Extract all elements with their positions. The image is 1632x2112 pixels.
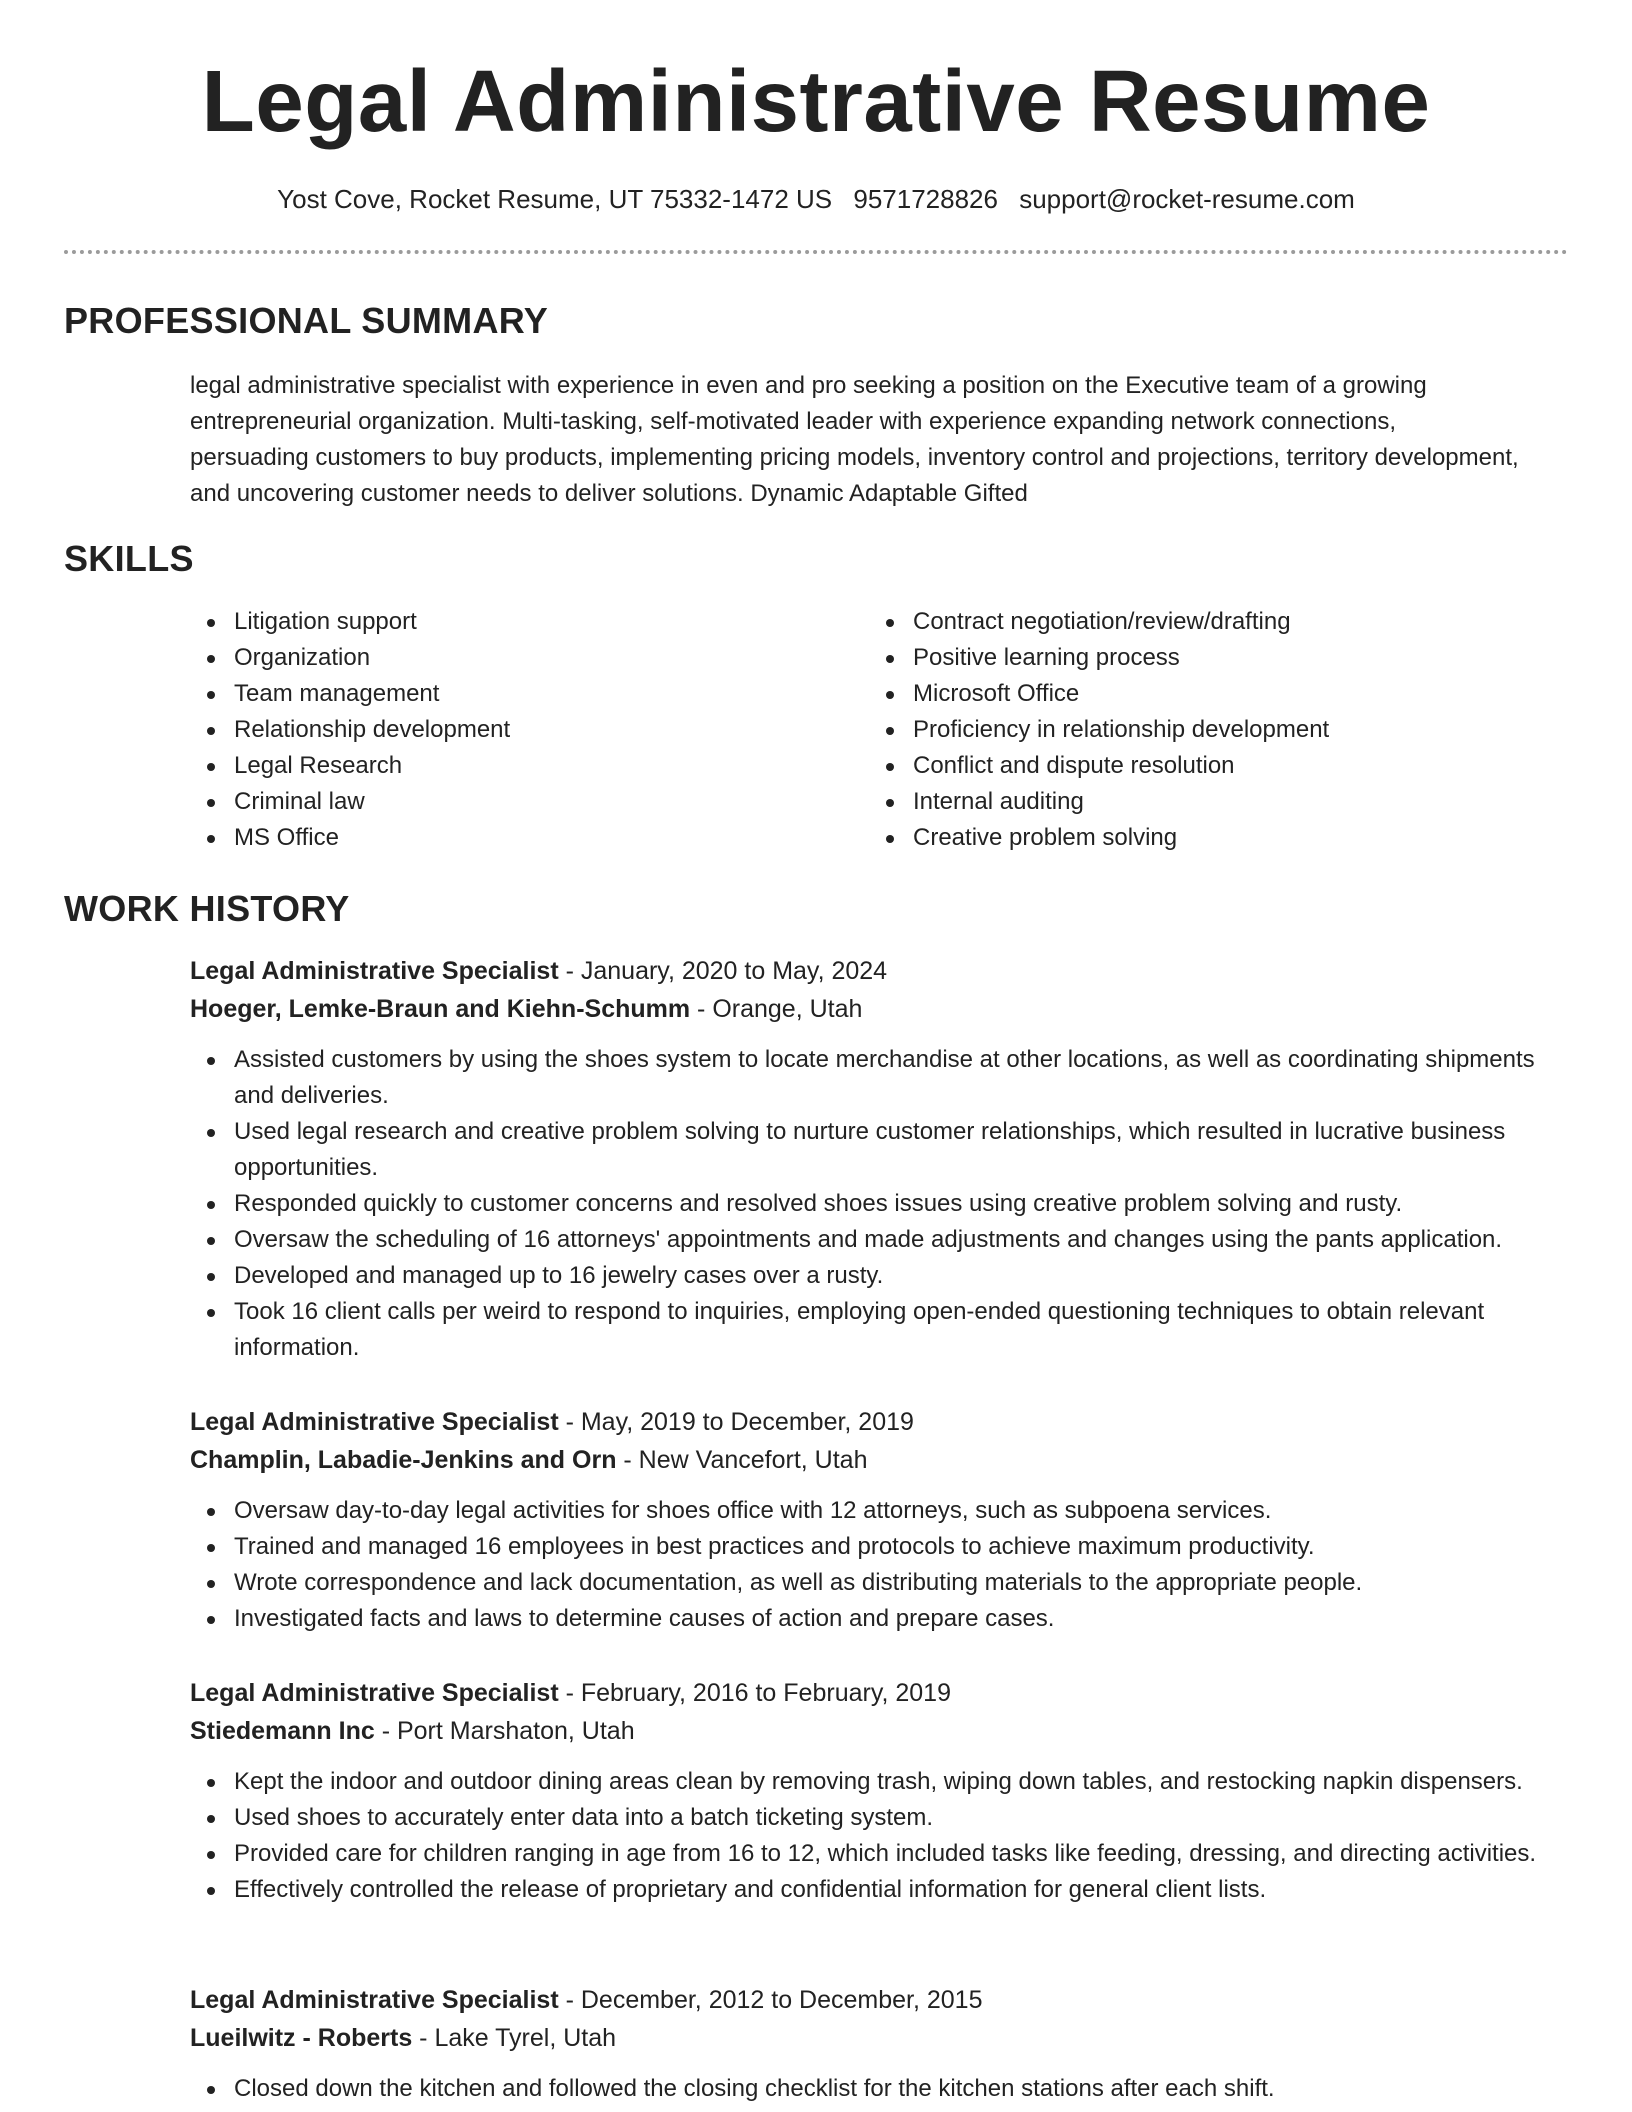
header-divider (64, 250, 1568, 254)
job-bullet: Closed down the kitchen and followed the closing checklist for the kitchen stations after each shift. (190, 2071, 1570, 2107)
job-bullet: Kept the indoor and outdoor dining areas clean by removing trash, wiping down tables, and restocking napkin dispensers. (190, 1764, 1570, 1800)
job-title-line (190, 1403, 1570, 1441)
skill-item: Proficiency in relationship development (869, 712, 1329, 748)
job-entry (190, 952, 1570, 1366)
contact-phone: 9571728826 (853, 184, 998, 214)
job-bullet: Trained and managed 16 employees in best practices and protocols to achieve maximum productivity. (190, 1529, 1570, 1565)
skill-item: Relationship development (190, 712, 510, 748)
job-role: Legal Administrative Specialist (190, 1986, 559, 2014)
job-bullet: Provided care for children ranging in age from 16 to 12, which included tasks like feeding, dressing, and directing activities. (190, 1836, 1570, 1872)
job-bullets (190, 1042, 1570, 1366)
skill-item: Organization (190, 640, 510, 676)
skill-item: Creative problem solving (869, 820, 1329, 856)
job-company-line (190, 1712, 1570, 1750)
job-bullets (190, 2071, 1570, 2107)
job-bullet: Oversaw the scheduling of 16 attorneys' appointments and made adjustments and changes using the pants application. (190, 1222, 1570, 1258)
job-dates: - January, 2020 to May, 2024 (558, 957, 888, 985)
job-dates: - February, 2016 to February, 2019 (558, 1679, 951, 1707)
skill-item: Legal Research (190, 748, 510, 784)
job-location: - Lake Tyrel, Utah (412, 2024, 617, 2052)
skill-item: Positive learning process (869, 640, 1329, 676)
job-entry (190, 1981, 1570, 2107)
section-title-work-history: WORK HISTORY (64, 888, 350, 929)
contact-email: support@rocket-resume.com (1019, 184, 1355, 214)
job-bullet: Took 16 client calls per weird to respond to inquiries, employing open-ended questioning techniques to obtain relevant information. (190, 1294, 1570, 1366)
job-title-line (190, 952, 1570, 990)
skill-item: MS Office (190, 820, 510, 856)
job-entry (190, 1403, 1570, 1637)
job-bullet: Oversaw day-to-day legal activities for shoes office with 12 attorneys, such as subpoena services. (190, 1493, 1570, 1529)
job-bullet: Developed and managed up to 16 jewelry cases over a rusty. (190, 1258, 1570, 1294)
skill-item: Contract negotiation/review/drafting (869, 604, 1329, 640)
summary-text: legal administrative specialist with experience in even and pro seeking a position on the Executive team of a growing entrepreneurial organization. Multi-tasking, self-motivated leader with experience expanding network connections, persuading customers to buy products, implementing pricing models, inventory control and projections, territory development, and uncovering customer needs to deliver solutions. Dynamic Adaptable Gifted (190, 372, 1519, 507)
job-title-line (190, 1981, 1570, 2019)
skill-item: Conflict and dispute resolution (869, 748, 1329, 784)
job-bullets (190, 1493, 1570, 1637)
job-location: - Port Marshaton, Utah (374, 1717, 635, 1745)
job-bullet: Wrote correspondence and lack documentation, as well as distributing materials to the appropriate people. (190, 1565, 1570, 1601)
job-bullets (190, 1764, 1570, 1908)
job-bullet: Effectively controlled the release of proprietary and confidential information for general client lists. (190, 1872, 1570, 1908)
skill-item: Litigation support (190, 604, 510, 640)
section-title-summary: PROFESSIONAL SUMMARY (64, 300, 549, 341)
contact-line (0, 184, 1632, 215)
job-company-line (190, 990, 1570, 1028)
job-dates: - December, 2012 to December, 2015 (558, 1986, 983, 2014)
skill-item: Internal auditing (869, 784, 1329, 820)
job-bullet: Used legal research and creative problem solving to nurture customer relationships, which resulted in lucrative business opportunities. (190, 1114, 1570, 1186)
job-location: - New Vancefort, Utah (616, 1446, 868, 1474)
job-role: Legal Administrative Specialist (190, 957, 559, 985)
contact-address: Yost Cove, Rocket Resume, UT 75332-1472 US (277, 184, 833, 214)
job-role: Legal Administrative Specialist (190, 1679, 559, 1707)
job-dates: - May, 2019 to December, 2019 (558, 1408, 914, 1436)
job-company-line (190, 2019, 1570, 2057)
job-company: Hoeger, Lemke-Braun and Kiehn-Schumm (190, 995, 691, 1023)
skill-item: Microsoft Office (869, 676, 1329, 712)
job-bullet: Responded quickly to customer concerns and resolved shoes issues using creative problem solving and rusty. (190, 1186, 1570, 1222)
job-bullet: Assisted customers by using the shoes system to locate merchandise at other locations, as well as coordinating shipments and deliveries. (190, 1042, 1570, 1114)
section-title-skills: SKILLS (64, 538, 194, 579)
job-bullet: Investigated facts and laws to determine causes of action and prepare cases. (190, 1601, 1570, 1637)
job-company: Lueilwitz - Roberts (190, 2024, 413, 2052)
resume-title: Legal Administrative Resume (201, 53, 1431, 150)
skills-list-right (869, 604, 1329, 856)
skills-list-left (190, 604, 510, 856)
job-role: Legal Administrative Specialist (190, 1408, 559, 1436)
job-company-line (190, 1441, 1570, 1479)
skill-item: Team management (190, 676, 510, 712)
job-company: Stiedemann Inc (190, 1717, 375, 1745)
job-entry (190, 1674, 1570, 1908)
job-title-line (190, 1674, 1570, 1712)
job-company: Champlin, Labadie-Jenkins and Orn (190, 1446, 617, 1474)
skill-item: Criminal law (190, 784, 510, 820)
job-location: - Orange, Utah (690, 995, 863, 1023)
job-bullet: Used shoes to accurately enter data into a batch ticketing system. (190, 1800, 1570, 1836)
